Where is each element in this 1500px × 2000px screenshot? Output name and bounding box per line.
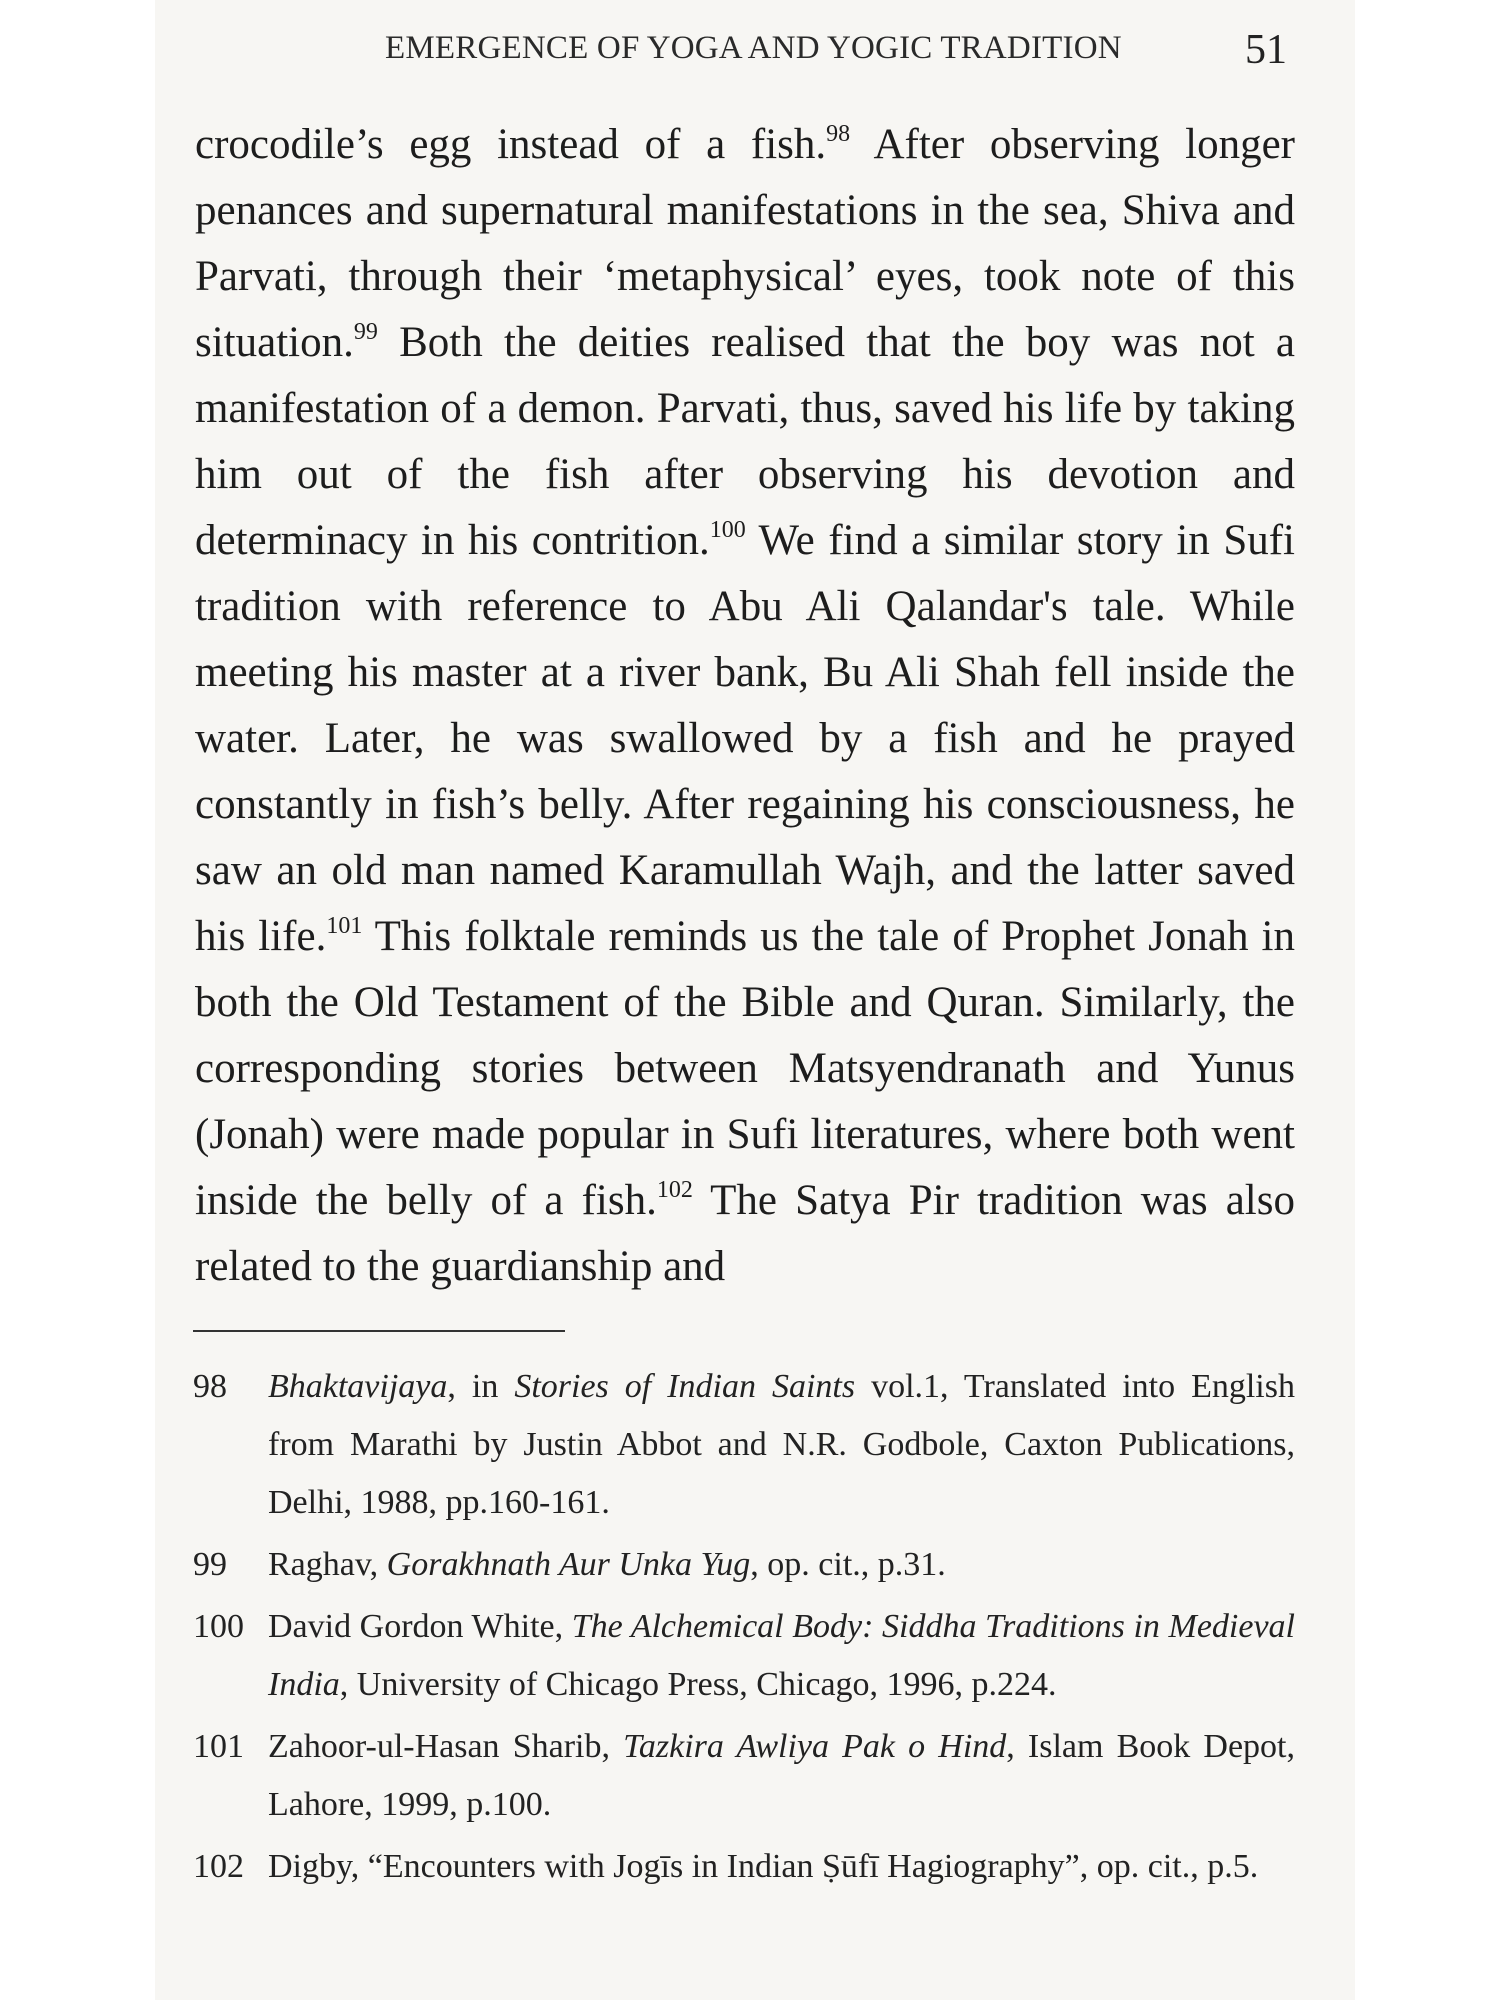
footnote-title: Gorakhnath Aur Unka Yug (386, 1546, 751, 1583)
footnote-divider (193, 1330, 565, 1332)
footnote-text-segment: David Gordon White, (268, 1608, 572, 1645)
body-paragraph (195, 112, 1295, 1300)
footnote-text-segment: Zahoor-ul-Hasan Sharib, (268, 1728, 624, 1765)
footnote-number: 101 (193, 1728, 244, 1765)
footnote-ref-100: 100 (709, 517, 746, 543)
footnote-ref-98: 98 (826, 121, 851, 147)
footnote (193, 1536, 1295, 1594)
footnote-text-segment: vol.1, Translated into English from Marathi by Justin Abbot and N.R. Godbole, Caxton Publications, Delhi, 1988, pp.160-161. (268, 1368, 1295, 1521)
footnote-text-segment: , Islam Book Depot, Lahore, 1999, p.100. (268, 1728, 1295, 1823)
footnote-ref-99: 99 (353, 319, 378, 345)
footnote-number: 102 (193, 1848, 244, 1885)
footnote-text (268, 1718, 1295, 1834)
running-title: EMERGENCE OF YOGA AND YOGIC TRADITION (385, 30, 1122, 66)
footnote (193, 1838, 1295, 1896)
page-header (155, 18, 1355, 82)
footnote-title: Bhaktavijaya (268, 1368, 448, 1405)
body-text-segment: We find a similar story in Sufi tradition with reference to Abu Ali Qalandar's tale. While meeting his master at a river bank, Bu Ali Shah fell inside the water. Later, he was swallowed by a fish and he prayed constantly in fish’s belly. After regaining his consciousness, he saw an old man named Karamullah Wajh, and the latter saved his life. (195, 517, 1295, 960)
footnote-text (268, 1358, 1295, 1532)
footnote-ref-101: 101 (326, 913, 363, 939)
footnote-number: 99 (193, 1546, 227, 1583)
body-text-segment: After observing longer penances and supernatural manifestations in the sea, Shiva and Parvati, through their ‘metaphysical’ eyes, took note of this situation. (195, 121, 1295, 366)
footnote-text-segment: , op. cit., p.31. (750, 1546, 946, 1583)
footnote-text (268, 1536, 1295, 1594)
footnote (193, 1358, 1295, 1532)
footnote-ref-102: 102 (656, 1177, 693, 1203)
footnote-number: 98 (193, 1368, 227, 1405)
footnote-text-segment: , in (447, 1368, 515, 1405)
body-text-segment: The Satya Pir tradition was also related to the guardianship and (195, 1177, 1295, 1290)
body-text-segment: crocodile’s egg instead of a fish. (195, 121, 827, 168)
footnote-text-segment: Raghav, (268, 1546, 387, 1583)
footnote-title: Stories of Indian Saints (514, 1368, 856, 1405)
footnotes (193, 1358, 1295, 1900)
footnote (193, 1598, 1295, 1714)
page-number: 51 (1245, 27, 1287, 73)
footnote-title: The Alchemical Body: Siddha Traditions in Medieval India (268, 1608, 1295, 1703)
body-text-segment: This folktale reminds us the tale of Prophet Jonah in both the Old Testament of the Bible and Quran. Similarly, the corresponding stories between Matsyendranath and Yunus (Jonah) were made popular in Sufi literatures, where both went inside the belly of a fish. (195, 913, 1295, 1224)
footnote-text (268, 1598, 1295, 1714)
book-page (155, 0, 1355, 2000)
body-text-segment: Both the deities realised that the boy was not a manifestation of a demon. Parvati, thus, saved his life by taking him out of the fish after observing his devotion and determinacy in his contrition. (195, 319, 1295, 564)
footnote (193, 1718, 1295, 1834)
footnote-title: Tazkira Awliya Pak o Hind (623, 1728, 1007, 1765)
footnote-text: Digby, “Encounters with Jogīs in Indian Ṣūfī Hagiography”, op. cit., p.5. (268, 1848, 1259, 1885)
footnote-number: 100 (193, 1608, 244, 1645)
footnote-text-segment: , University of Chicago Press, Chicago, 1996, p.224. (339, 1666, 1057, 1703)
